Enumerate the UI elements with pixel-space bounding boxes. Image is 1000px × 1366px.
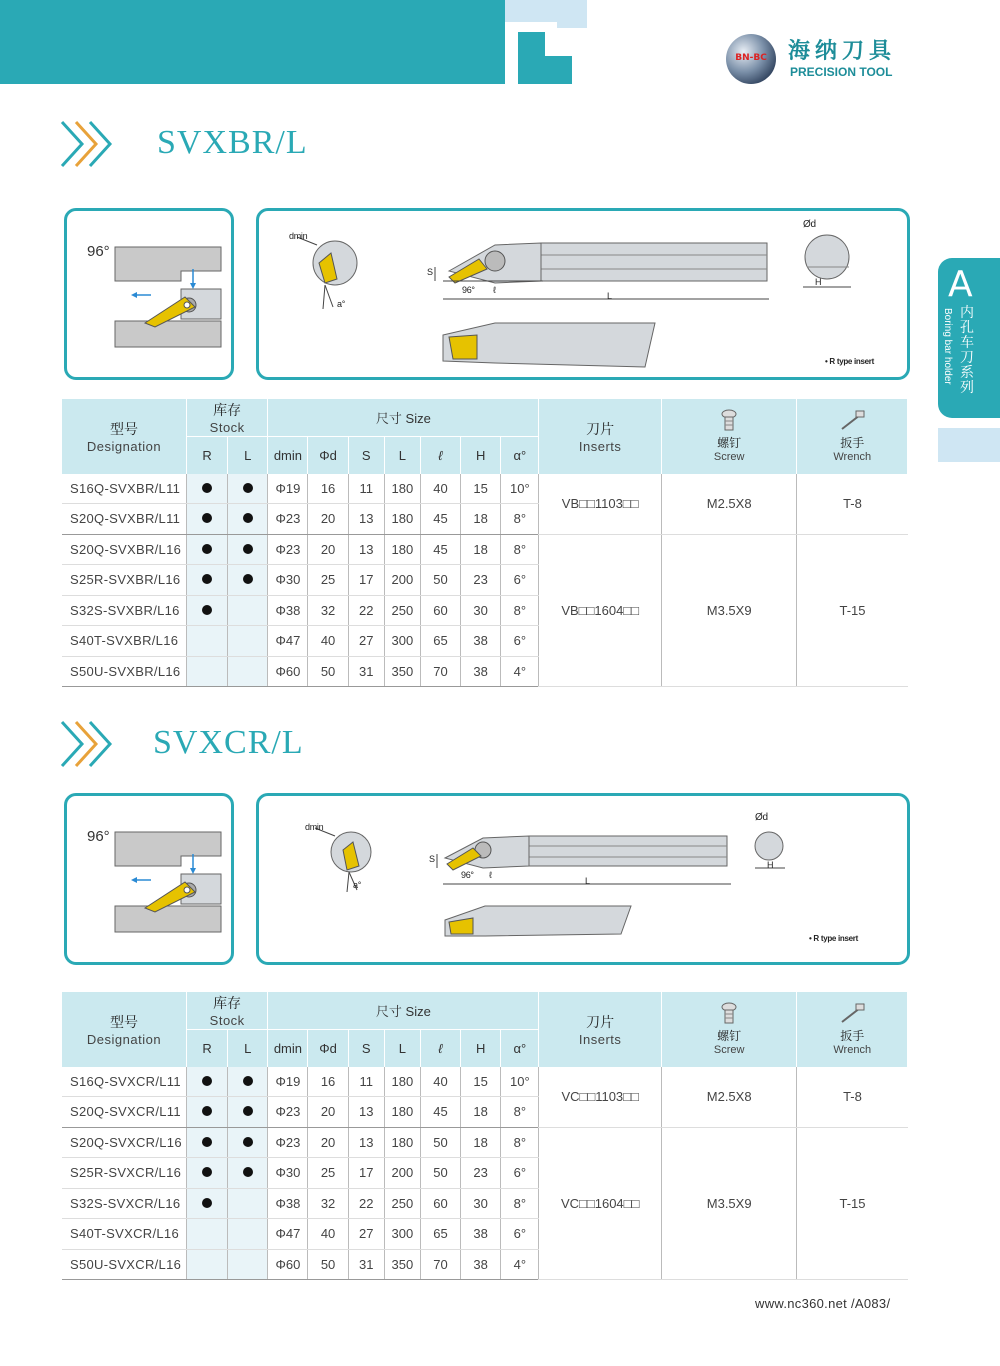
wrench-header: 扳手 Wrench	[797, 399, 908, 474]
section-title: SVXCR/L	[153, 724, 304, 761]
dim-header: S	[348, 437, 384, 474]
screw-cell: M2.5X8	[661, 1067, 797, 1128]
dimension-diagram-panel	[256, 208, 910, 380]
designation-cell: S25R-SVXCR/L16	[62, 1158, 187, 1189]
brand-name-cn: 海纳刀具	[788, 39, 897, 64]
in-stock-dot-icon	[202, 574, 212, 584]
screw-cell: M2.5X8	[661, 474, 797, 535]
l1-cell: 65	[420, 626, 460, 657]
section-title: SVXBR/L	[157, 124, 308, 161]
footer-url: www.nc360.net /A083/	[755, 1296, 891, 1311]
wrench-cell: T-15	[797, 1127, 908, 1280]
dim-header: S	[348, 1030, 384, 1067]
dmin-cell: Φ47	[268, 626, 308, 657]
s-cell: 13	[348, 1127, 384, 1158]
angle-cell: 8°	[501, 504, 539, 535]
screw-cell: M3.5X9	[661, 1127, 797, 1280]
table-row	[62, 474, 908, 504]
table-row	[62, 534, 908, 565]
dim-header: Φd	[308, 1030, 348, 1067]
side-tab-letter: A	[948, 264, 973, 305]
brand-name-en: PRECISION TOOL	[790, 65, 893, 79]
decor-square-4	[545, 32, 573, 56]
dmin-cell: Φ38	[268, 595, 308, 626]
L-label: L	[585, 876, 590, 886]
designation-cell: S20Q-SVXBR/L11	[62, 504, 187, 535]
size-header: 尺寸 Size	[268, 399, 539, 437]
dim-header: H	[461, 1030, 501, 1067]
dim-header: Φd	[308, 437, 348, 474]
designation-cell: S25R-SVXBR/L16	[62, 565, 187, 596]
length-cell: 180	[384, 1067, 420, 1097]
dmin-label: dmin	[305, 822, 324, 832]
stock-l-cell	[228, 534, 268, 565]
dmin-cell: Φ30	[268, 565, 308, 596]
diameter-cell: 16	[308, 1067, 348, 1097]
brand-logo	[726, 30, 926, 90]
dimension-diagram-panel	[256, 793, 910, 965]
designation-header: 型号 Designation	[62, 399, 187, 474]
s-cell: 31	[348, 1249, 384, 1280]
stock-l-cell	[228, 1127, 268, 1158]
stock-r-cell	[187, 1127, 228, 1158]
stock-l-header: L	[228, 1030, 268, 1067]
h-cell: 38	[461, 1249, 501, 1280]
stock-l-cell	[228, 1249, 268, 1280]
designation-cell: S40T-SVXCR/L16	[62, 1219, 187, 1250]
h-cell: 18	[461, 1127, 501, 1158]
dim-header: dmin	[268, 437, 308, 474]
screw-icon	[720, 409, 738, 431]
dim-header: α°	[501, 1030, 539, 1067]
stock-l-header: L	[228, 437, 268, 474]
spec-table	[62, 399, 908, 687]
l1-cell: 50	[420, 565, 460, 596]
decor-square-1	[505, 0, 557, 22]
length-cell: 200	[384, 1158, 420, 1189]
l1-cell: 65	[420, 1219, 460, 1250]
angle-cell: 8°	[501, 534, 539, 565]
wrench-cell: T-8	[797, 474, 908, 535]
angle-cell: 8°	[501, 595, 539, 626]
wrench-icon	[838, 409, 866, 431]
angle-cell: 4°	[501, 656, 539, 687]
h-cell: 38	[461, 656, 501, 687]
s-cell: 11	[348, 474, 384, 504]
l1-cell: 40	[420, 1067, 460, 1097]
alpha-label: a°	[337, 299, 346, 309]
in-stock-dot-icon	[202, 605, 212, 615]
insert-cell: VB□□1604□□	[539, 534, 661, 687]
designation-cell: S20Q-SVXCR/L16	[62, 1127, 187, 1158]
angle-cell: 6°	[501, 565, 539, 596]
size-header: 尺寸 Size	[268, 992, 539, 1030]
length-cell: 180	[384, 1097, 420, 1128]
s-cell: 31	[348, 656, 384, 687]
L-label: L	[607, 291, 612, 301]
angle-cell: 8°	[501, 1127, 539, 1158]
h-cell: 30	[461, 1188, 501, 1219]
diameter-cell: 32	[308, 1188, 348, 1219]
dmin-cell: Φ38	[268, 1188, 308, 1219]
angle-diagram-panel	[64, 208, 234, 380]
h-cell: 38	[461, 626, 501, 657]
length-cell: 350	[384, 1249, 420, 1280]
stock-r-cell	[187, 595, 228, 626]
stock-l-cell	[228, 595, 268, 626]
stock-l-cell	[228, 474, 268, 504]
h-label: H	[767, 860, 774, 870]
dmin-cell: Φ19	[268, 1067, 308, 1097]
od-label: Ød	[755, 812, 768, 823]
angle-label: 96°	[87, 243, 110, 260]
spec-table	[62, 992, 908, 1280]
stock-l-cell	[228, 1067, 268, 1097]
insert-type-note: • R type insert	[825, 357, 874, 366]
h-label: H	[815, 277, 822, 287]
header-band	[0, 0, 505, 84]
diameter-cell: 50	[308, 1249, 348, 1280]
dmin-cell: Φ23	[268, 504, 308, 535]
in-stock-dot-icon	[243, 1167, 253, 1177]
wrench-icon	[838, 1002, 866, 1024]
spec-table-body	[62, 474, 908, 687]
l1-cell: 70	[420, 656, 460, 687]
dim-header: L	[384, 1030, 420, 1067]
in-stock-dot-icon	[202, 1198, 212, 1208]
s-cell: 13	[348, 504, 384, 535]
angle-cell: 6°	[501, 1158, 539, 1189]
s-cell: 22	[348, 595, 384, 626]
stock-r-cell	[187, 1097, 228, 1128]
globe-logo-text: BN-BC	[735, 53, 767, 63]
screw-header: 螺钉 Screw	[661, 399, 797, 474]
insert-cell: VB□□1103□□	[539, 474, 661, 535]
stock-l-cell	[228, 1188, 268, 1219]
diameter-cell: 50	[308, 656, 348, 687]
in-stock-dot-icon	[202, 1076, 212, 1086]
h-cell: 18	[461, 504, 501, 535]
spec-table-body	[62, 1067, 908, 1280]
s-cell: 27	[348, 626, 384, 657]
l1-label: ℓ	[493, 285, 496, 295]
angle-cell: 8°	[501, 1188, 539, 1219]
chevron-icon	[60, 718, 120, 770]
s-label: S	[427, 267, 433, 277]
stock-l-cell	[228, 626, 268, 657]
stock-header: 库存 Stock	[187, 399, 268, 437]
alpha-label: a°	[353, 880, 362, 890]
angle-cell: 6°	[501, 626, 539, 657]
l1-cell: 50	[420, 1127, 460, 1158]
insert-cell: VC□□1604□□	[539, 1127, 661, 1280]
s-cell: 27	[348, 1219, 384, 1250]
length-cell: 200	[384, 565, 420, 596]
angle-cell: 8°	[501, 1097, 539, 1128]
h-cell: 23	[461, 565, 501, 596]
dim-header: L	[384, 437, 420, 474]
angle-cell: 6°	[501, 1219, 539, 1250]
diameter-cell: 25	[308, 565, 348, 596]
stock-r-cell	[187, 504, 228, 535]
designation-cell: S50U-SVXBR/L16	[62, 656, 187, 687]
in-stock-dot-icon	[243, 483, 253, 493]
s-cell: 22	[348, 1188, 384, 1219]
in-stock-dot-icon	[202, 483, 212, 493]
s-cell: 13	[348, 534, 384, 565]
in-stock-dot-icon	[243, 513, 253, 523]
h-cell: 18	[461, 1097, 501, 1128]
dmin-cell: Φ60	[268, 1249, 308, 1280]
length-cell: 180	[384, 504, 420, 535]
l1-cell: 45	[420, 534, 460, 565]
l1-cell: 50	[420, 1158, 460, 1189]
diameter-cell: 16	[308, 474, 348, 504]
length-cell: 180	[384, 1127, 420, 1158]
in-stock-dot-icon	[202, 513, 212, 523]
dmin-cell: Φ19	[268, 474, 308, 504]
dim-header: dmin	[268, 1030, 308, 1067]
dim-header: ℓ	[420, 1030, 460, 1067]
side-tab-en: Boring bar holder	[942, 308, 953, 385]
in-stock-dot-icon	[243, 1106, 253, 1116]
h-cell: 23	[461, 1158, 501, 1189]
l1-cell: 60	[420, 595, 460, 626]
stock-l-cell	[228, 565, 268, 596]
h-cell: 15	[461, 474, 501, 504]
s-cell: 17	[348, 565, 384, 596]
dim-header: α°	[501, 437, 539, 474]
in-stock-dot-icon	[202, 544, 212, 554]
s-cell: 13	[348, 1097, 384, 1128]
in-stock-dot-icon	[243, 1076, 253, 1086]
dmin-cell: Φ30	[268, 1158, 308, 1189]
bore-diagram	[111, 241, 223, 353]
dmin-cell: Φ60	[268, 656, 308, 687]
in-stock-dot-icon	[202, 1167, 212, 1177]
designation-cell: S50U-SVXCR/L16	[62, 1249, 187, 1280]
angle-diagram-panel	[64, 793, 234, 965]
inserts-header: 刀片 Inserts	[539, 399, 661, 474]
diameter-cell: 20	[308, 1127, 348, 1158]
diameter-cell: 40	[308, 1219, 348, 1250]
h-cell: 38	[461, 1219, 501, 1250]
stock-r-cell	[187, 474, 228, 504]
stock-r-cell	[187, 656, 228, 687]
stock-l-cell	[228, 656, 268, 687]
length-cell: 250	[384, 1188, 420, 1219]
stock-r-header: R	[187, 1030, 228, 1067]
designation-cell: S16Q-SVXBR/L11	[62, 474, 187, 504]
dmin-cell: Φ47	[268, 1219, 308, 1250]
wrench-cell: T-8	[797, 1067, 908, 1128]
designation-cell: S32S-SVXBR/L16	[62, 595, 187, 626]
insert-cell: VC□□1103□□	[539, 1067, 661, 1128]
s-label: S	[429, 854, 435, 864]
stock-r-cell	[187, 1188, 228, 1219]
l1-cell: 45	[420, 504, 460, 535]
wrench-header: 扳手 Wrench	[797, 992, 908, 1067]
stock-r-cell	[187, 534, 228, 565]
stock-header: 库存 Stock	[187, 992, 268, 1030]
wrench-cell: T-15	[797, 534, 908, 687]
length-cell: 250	[384, 595, 420, 626]
side-tab-secondary	[938, 428, 1000, 462]
stock-r-cell	[187, 1219, 228, 1250]
stock-r-cell	[187, 1249, 228, 1280]
dmin-cell: Φ23	[268, 534, 308, 565]
side-tab	[938, 258, 1000, 418]
diameter-cell: 25	[308, 1158, 348, 1189]
table-row	[62, 1067, 908, 1097]
in-stock-dot-icon	[243, 1137, 253, 1147]
stock-l-cell	[228, 1219, 268, 1250]
insert-type-note: • R type insert	[809, 934, 858, 943]
in-stock-dot-icon	[202, 1137, 212, 1147]
screw-icon	[720, 1002, 738, 1024]
stock-l-cell	[228, 1097, 268, 1128]
tool-dimension-drawing	[259, 211, 907, 377]
l1-cell: 40	[420, 474, 460, 504]
designation-header: 型号 Designation	[62, 992, 187, 1067]
l1-cell: 70	[420, 1249, 460, 1280]
h-cell: 30	[461, 595, 501, 626]
screw-header: 螺钉 Screw	[661, 992, 797, 1067]
designation-cell: S16Q-SVXCR/L11	[62, 1067, 187, 1097]
stock-r-cell	[187, 1158, 228, 1189]
angle-96-label: 96°	[461, 870, 474, 880]
designation-cell: S32S-SVXCR/L16	[62, 1188, 187, 1219]
dmin-cell: Φ23	[268, 1097, 308, 1128]
stock-l-cell	[228, 1158, 268, 1189]
dim-header: ℓ	[420, 437, 460, 474]
stock-r-cell	[187, 626, 228, 657]
inserts-header: 刀片 Inserts	[539, 992, 661, 1067]
l1-cell: 45	[420, 1097, 460, 1128]
stock-r-header: R	[187, 437, 228, 474]
dim-header: H	[461, 437, 501, 474]
stock-r-cell	[187, 565, 228, 596]
length-cell: 180	[384, 474, 420, 504]
diameter-cell: 20	[308, 1097, 348, 1128]
l1-label: ℓ	[489, 870, 492, 880]
in-stock-dot-icon	[243, 544, 253, 554]
length-cell: 300	[384, 1219, 420, 1250]
angle-96-label: 96°	[462, 285, 475, 295]
angle-cell: 10°	[501, 474, 539, 504]
diameter-cell: 32	[308, 595, 348, 626]
diameter-cell: 20	[308, 534, 348, 565]
diameter-cell: 20	[308, 504, 348, 535]
angle-label: 96°	[87, 828, 110, 845]
diameter-cell: 40	[308, 626, 348, 657]
chevron-icon	[60, 118, 120, 170]
l1-cell: 60	[420, 1188, 460, 1219]
length-cell: 350	[384, 656, 420, 687]
dmin-cell: Φ23	[268, 1127, 308, 1158]
table-row	[62, 1127, 908, 1158]
decor-square-2	[557, 0, 587, 28]
side-tab-cn: 内孔车刀系列	[960, 305, 974, 396]
od-label: Ød	[803, 219, 816, 230]
s-cell: 17	[348, 1158, 384, 1189]
length-cell: 300	[384, 626, 420, 657]
angle-cell: 10°	[501, 1067, 539, 1097]
in-stock-dot-icon	[243, 574, 253, 584]
s-cell: 11	[348, 1067, 384, 1097]
designation-cell: S20Q-SVXCR/L11	[62, 1097, 187, 1128]
h-cell: 15	[461, 1067, 501, 1097]
stock-r-cell	[187, 1067, 228, 1097]
h-cell: 18	[461, 534, 501, 565]
stock-l-cell	[228, 504, 268, 535]
angle-cell: 4°	[501, 1249, 539, 1280]
in-stock-dot-icon	[202, 1106, 212, 1116]
designation-cell: S40T-SVXBR/L16	[62, 626, 187, 657]
length-cell: 180	[384, 534, 420, 565]
designation-cell: S20Q-SVXBR/L16	[62, 534, 187, 565]
screw-cell: M3.5X9	[661, 534, 797, 687]
dmin-label: dmin	[289, 231, 308, 241]
bore-diagram	[111, 826, 223, 938]
